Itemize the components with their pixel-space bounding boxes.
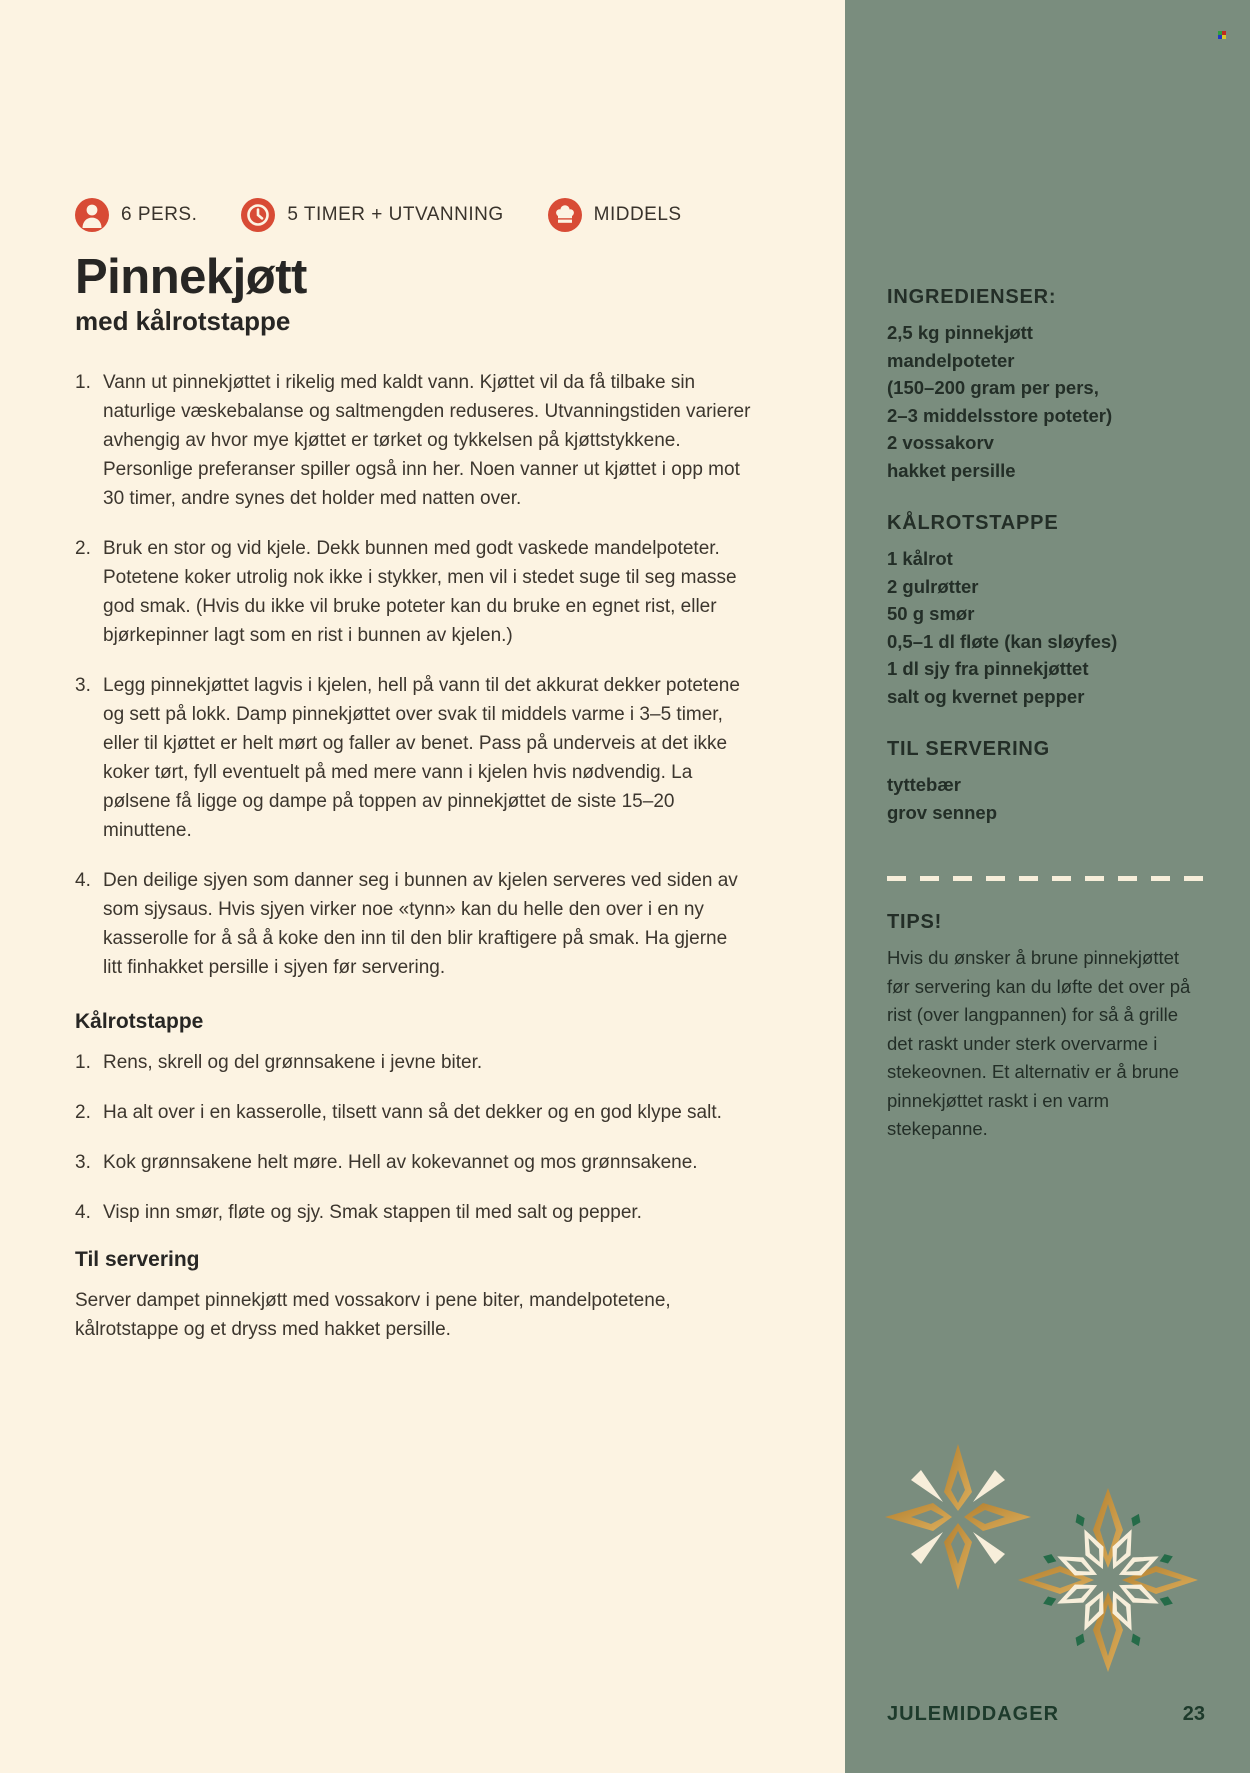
ingredient-line: 2,5 kg pinnekjøtt <box>887 322 1033 343</box>
ingredient-line: 50 g smør <box>887 603 975 624</box>
step-item <box>75 1148 751 1177</box>
kalrotstappe-heading: Kålrotstappe <box>75 1010 204 1034</box>
step-text: Den deilige sjyen som danner seg i bunnen av kjelen serveres ved siden av som sjysaus. Hvis sjyen virker noe «tynn» kan du helle den over i en ny kasserolle for å så å koke den inn til den blir kraftigere på smak. Ha gjerne litt finhakket persille i sjyen før servering. <box>103 870 738 979</box>
step-number: 4. <box>75 1202 91 1224</box>
sidebar-section-ingredients <box>887 286 1205 484</box>
step-number: 2. <box>75 1102 91 1124</box>
meta-difficulty <box>548 198 682 232</box>
page-title: Pinnekjøtt <box>75 250 307 304</box>
step-number: 2. <box>75 538 91 560</box>
sidebar-section-kalrotstappe <box>887 512 1205 710</box>
step-number: 1. <box>75 372 91 394</box>
footer-section-label: JULEMIDDAGER <box>887 1703 1060 1725</box>
meta-servings <box>75 198 197 232</box>
step-number: 1. <box>75 1052 91 1074</box>
clock-icon <box>241 198 275 232</box>
ingredient-line: tyttebær <box>887 774 962 795</box>
sidebar-kalrotstappe-heading: KÅLROTSTAPPE <box>887 512 1059 534</box>
step-number: 3. <box>75 675 91 697</box>
step-text: Rens, skrell og del grønnsakene i jevne biter. <box>103 1052 483 1074</box>
color-swatch-yellow <box>1222 35 1226 39</box>
ingredient-line: grov sennep <box>887 801 997 823</box>
serving-heading: Til servering <box>75 1248 200 1272</box>
star-ornament-snowflake <box>1013 1485 1203 1680</box>
step-text: Legg pinnekjøttet lagvis i kjelen, hell på vann til det akkurat dekker potetene og sett på lokk. Damp pinnekjøttet over svak til middels varme i 3–5 timer, eller til kjøttet er helt mørt og faller av benet. Pass på underveis at det ikke koker tørt, fyll eventuelt på med mere vann i kjelen hvis nødvendig. La pølsene få ligge og dampe på toppen av pinnekjøttet de siste 15–20 minuttene. <box>103 675 740 842</box>
step-item <box>75 1098 751 1127</box>
sidebar-section-tips <box>887 911 1205 1144</box>
ingredient-line: 2 gulrøtter <box>887 575 979 597</box>
ingredient-line: hakket persille <box>887 459 1016 481</box>
dashed-divider <box>887 876 1205 881</box>
page-subtitle: med kålrotstappe <box>75 306 291 337</box>
footer-page-number: 23 <box>1182 1703 1205 1725</box>
ingredient-line: mandelpoteter <box>887 349 1015 371</box>
time-label: 5 TIMER + UTVANNING <box>287 204 504 225</box>
meta-time <box>241 198 503 232</box>
serving-paragraph: Server dampet pinnekjøtt med vossakorv i pene biter, mandelpotetene, kålrotstappe og et dryss med hakket persille. <box>75 1290 671 1341</box>
step-item <box>75 866 751 982</box>
ingredient-line: 1 kålrot <box>887 548 953 569</box>
step-text: Bruk en stor og vid kjele. Dekk bunnen med godt vaskede mandelpoteter. Potetene koker utrolig nok ikke i stykker, men vil i stedet suge til seg masse god smak. (Hvis du ikke vil bruke poteter kan du bruke en egnet rist, eller bjørkepinner lagt som en rist i bunnen av kjelen.) <box>103 538 737 647</box>
sidebar-section-serving <box>887 738 1205 826</box>
ingredient-line: salt og kvernet pepper <box>887 685 1085 707</box>
chef-hat-icon <box>548 198 582 232</box>
step-text: Vann ut pinnekjøttet i rikelig med kaldt vann. Kjøttet vil da få tilbake sin naturlige væskebalanse og saltmengden reduseres. Utvanningstiden varierer avhengig av hvor mye kjøttet er tørket og tykkelsen på kjøttstykkene. Personlige preferanser spiller også inn her. Noen vanner ut kjøttet i opp mot 30 timer, andre synes det holder med natten over. <box>103 372 751 510</box>
ingredient-line: (150–200 gram per pers, <box>887 377 1099 398</box>
color-registration-mark <box>1218 31 1226 39</box>
recipe-meta-row <box>75 198 751 232</box>
step-text: Visp inn smør, fløte og sjy. Smak stappen til med salt og pepper. <box>103 1202 642 1224</box>
main-steps-list <box>75 368 751 982</box>
step-number: 4. <box>75 870 91 892</box>
kalrotstappe-steps-list <box>75 1048 751 1227</box>
step-item <box>75 534 751 650</box>
step-text: Kok grønnsakene helt møre. Hell av kokevannet og mos grønnsakene. <box>103 1152 698 1174</box>
ingredient-line: 2–3 middelsstore poteter) <box>887 404 1113 426</box>
star-ornament-gold <box>883 1442 1033 1597</box>
step-item <box>75 671 751 845</box>
main-column <box>75 198 751 1344</box>
servings-label: 6 PERS. <box>121 204 198 225</box>
ingredient-line: 2 vossakorv <box>887 432 994 453</box>
difficulty-label: MIDDELS <box>593 204 682 225</box>
tips-paragraph: Hvis du ønsker å brune pinnekjøttet før servering kan du løfte det over på rist (over langpannen) for så å grille det raskt under sterk overvarme i stekeovnen. Et alternativ er å brune pinnekjøttet raskt i en varm stekepanne. <box>887 947 1191 1139</box>
step-number: 3. <box>75 1152 91 1174</box>
step-item <box>75 368 751 513</box>
tips-heading: TIPS! <box>887 911 943 933</box>
person-icon <box>75 198 109 232</box>
ingredient-line: 1 dl sjy fra pinnekjøttet <box>887 658 1089 679</box>
page-footer <box>887 1703 1205 1726</box>
step-text: Ha alt over i en kasserolle, tilsett vann så det dekker og en god klype salt. <box>103 1102 722 1124</box>
step-item <box>75 1198 751 1227</box>
step-item <box>75 1048 751 1077</box>
ingredients-heading: INGREDIENSER: <box>887 286 1057 308</box>
ingredient-line: 0,5–1 dl fløte (kan sløyfes) <box>887 630 1118 652</box>
sidebar-serving-heading: TIL SERVERING <box>887 738 1051 760</box>
